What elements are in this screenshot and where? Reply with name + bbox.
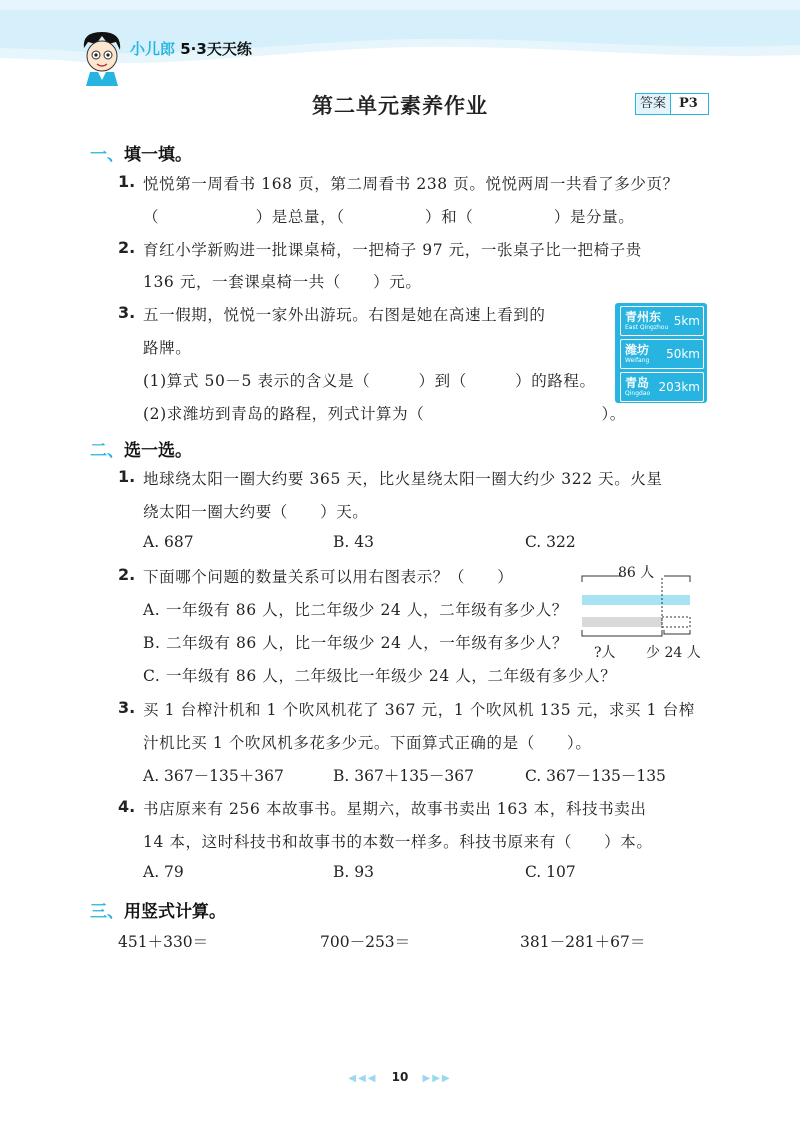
s1-q3-sub2: (2)求潍坊到青岛的路程，列式计算为（ ）。	[143, 405, 626, 423]
calc-item-3: 381－281＋67＝	[520, 933, 646, 951]
right-arrows-icon: ▶▶▶	[422, 1073, 452, 1084]
s1-q1-line2: （ ）是总量，（ ）和（ ）是分量。	[143, 208, 635, 226]
s1-q1-line1: 悦悦第一周看书 168 页，第二周看书 238 页。悦悦两周一共看了多少页？	[143, 175, 679, 193]
calc-item-1: 451＋330＝	[118, 933, 209, 951]
section3-title: 用竖式计算。	[124, 902, 226, 922]
s2-q3-line1: 买 1 台榨汁机和 1 个吹风机花了 367 元，1 个吹风机 135 元，求买 1 台榨	[143, 701, 695, 719]
s2-q2-option-a: A. 一年级有 86 人，比二年级少 24 人，二年级有多少人？	[143, 601, 568, 619]
calc-item-2: 700－253＝	[320, 933, 411, 951]
page-number: 10	[391, 1070, 409, 1084]
section2-number: 二、	[90, 441, 124, 461]
brand-part2: 5·3天天练	[180, 40, 252, 58]
s2-q3-number: 3.	[118, 698, 136, 717]
page-title: 第二单元素养作业	[312, 94, 488, 118]
s2-q1-option-c: C. 322	[525, 533, 576, 551]
sign-distance: 203km	[658, 380, 700, 394]
answer-tag-page: P3	[679, 96, 698, 111]
s2-q3-line2: 汁机比买 1 个吹风机多花多少元。下面算式正确的是（ ）。	[143, 734, 592, 752]
s2-q4-option-b: B. 93	[333, 863, 374, 881]
sign-distance: 5km	[673, 314, 700, 328]
section3-heading	[90, 897, 226, 922]
s1-q3-line2: 路牌。	[143, 339, 192, 357]
diagram-top-label: 86 人	[618, 565, 655, 581]
s1-q1-number: 1.	[118, 172, 136, 191]
sign-row-qingzhou	[620, 306, 704, 336]
s2-q1-line1: 地球绕太阳一圈大约要 365 天，比火星绕太阳一圈大约少 322 天。火星	[143, 470, 663, 488]
s2-q4-number: 4.	[118, 797, 136, 816]
section2-title: 选一选。	[124, 441, 192, 461]
s2-q3-option-c: C. 367－135－135	[525, 767, 666, 785]
page-number-footer	[0, 1070, 800, 1084]
s2-q3-option-a: A. 367－135＋367	[143, 767, 284, 785]
sign-name-cn: 青岛	[625, 376, 650, 390]
diagram-bottom-left-label: ?人	[594, 645, 616, 661]
s1-q2-line2: 136 元，一套课桌椅一共（ ）元。	[143, 273, 422, 291]
s2-q1-option-b: B. 43	[333, 533, 374, 551]
answer-tag	[635, 93, 709, 115]
diagram-bottom-right-label: 少 24 人	[646, 645, 701, 661]
section3-number: 三、	[90, 902, 124, 922]
road-sign	[615, 303, 707, 403]
brand-part1: 小儿郎	[130, 40, 176, 58]
s2-q4-line1: 书店原来有 256 本故事书。星期六，故事书卖出 163 本，科技书卖出	[143, 800, 647, 818]
sign-name-en: Qingdao	[625, 390, 651, 397]
mascot-boy-icon	[78, 28, 126, 86]
s1-q2-line1: 育红小学新购进一批课桌椅，一把椅子 97 元，一张桌子比一把椅子贵	[143, 241, 642, 259]
section1-number: 一、	[90, 145, 124, 165]
s2-q1-line2: 绕太阳一圈大约要（ ）天。	[143, 503, 369, 521]
s2-q3-option-b: B. 367＋135－367	[333, 767, 474, 785]
sign-name-cn: 潍坊	[625, 343, 650, 357]
s2-q2-option-b: B. 二年级有 86 人，比一年级少 24 人，一年级有多少人？	[143, 634, 569, 652]
brand-label	[130, 38, 252, 59]
sign-row-qingdao	[620, 372, 704, 402]
s2-q2-line1: 下面哪个问题的数量关系可以用右图表示？（ ）	[143, 568, 514, 586]
s2-q4-option-c: C. 107	[525, 863, 576, 881]
s2-q2-option-c: C. 一年级有 86 人，二年级比一年级少 24 人，二年级有多少人？	[143, 667, 617, 685]
section1-title: 填一填。	[124, 145, 192, 165]
s1-q3-line1: 五一假期，悦悦一家外出游玩。右图是她在高速上看到的	[143, 306, 546, 324]
section2-heading	[90, 436, 192, 461]
answer-tag-label: 答案	[636, 94, 671, 114]
segment-diagram	[578, 562, 718, 662]
s2-q2-number: 2.	[118, 565, 136, 584]
s2-q1-option-a: A. 687	[143, 533, 194, 551]
sign-distance: 50km	[666, 347, 700, 361]
s2-q4-option-a: A. 79	[143, 863, 184, 881]
s1-q2-number: 2.	[118, 238, 136, 257]
left-arrows-icon: ◀◀◀	[348, 1073, 378, 1084]
sign-name-en: East Qingzhou	[625, 324, 669, 331]
sign-name-en: Weifang	[625, 357, 650, 364]
s1-q3-sub1: (1)算式 50－5 表示的含义是（ ）到（ ）的路程。	[143, 372, 596, 390]
section1-heading	[90, 140, 192, 165]
sign-name-cn: 青州东	[625, 310, 662, 324]
s1-q3-number: 3.	[118, 303, 136, 322]
s2-q1-number: 1.	[118, 467, 136, 486]
s2-q4-line2: 14 本，这时科技书和故事书的本数一样多。科技书原来有（ ）本。	[143, 833, 653, 851]
sign-row-weifang	[620, 339, 704, 369]
